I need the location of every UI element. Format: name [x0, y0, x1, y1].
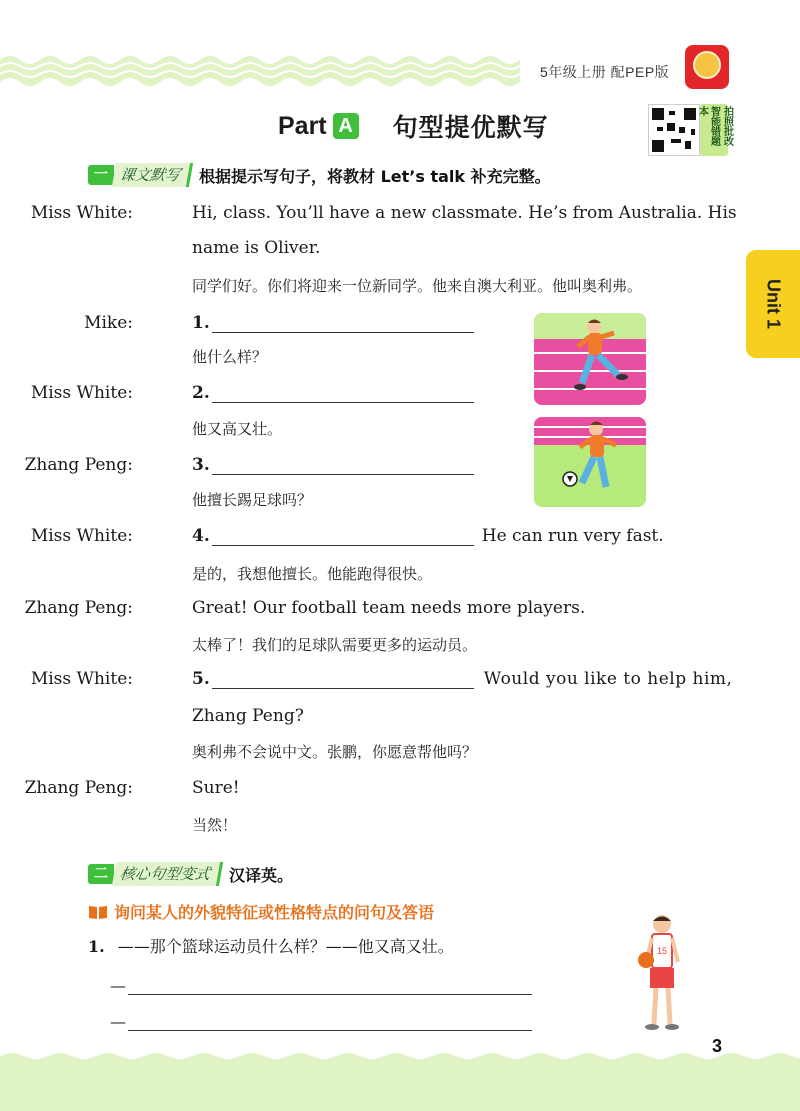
speaker-name: Zhang Peng: [24, 598, 133, 618]
open-book-icon [88, 904, 108, 920]
section2-heading [88, 862, 293, 886]
answer-number: 5. [192, 669, 210, 689]
speaker-name: Mike: [84, 313, 133, 333]
dialog-en-after: Would you like to help him, [483, 669, 733, 689]
answer-blank-1[interactable] [212, 314, 474, 333]
speaker-name: Miss White: [30, 203, 133, 223]
logo-emblem-icon [693, 51, 721, 79]
dialog-en-after: He can run very fast. [481, 526, 664, 546]
section2-name: 核心句型变式 [112, 862, 223, 886]
speaker-name: Miss White: [30, 669, 133, 689]
part-title-cn: 句型提优默写 [392, 113, 549, 142]
running-boy-illustration [534, 313, 646, 405]
dialog-cn: 是的，我想他擅长。他能跑得很快。 [192, 565, 433, 583]
answer-number: 1. [192, 313, 210, 333]
qr-code[interactable] [648, 104, 700, 156]
unit-label: Unit 1 [763, 278, 784, 330]
part-label: Part [278, 111, 327, 140]
bottom-wave-band [0, 1050, 800, 1111]
top-wave-band [0, 52, 800, 92]
dialog-en: Sure! [192, 778, 240, 798]
question-text: ——那个篮球运动员什么样？——他又高又壮。 [117, 937, 454, 956]
section1-badge: 一 [88, 165, 114, 185]
publisher-logo [685, 45, 729, 89]
answer-blank-5[interactable] [212, 670, 474, 689]
speaker-name: Zhang Peng: [24, 455, 133, 475]
answer-number: 3. [192, 455, 210, 475]
section2-instruction: 汉译英。 [229, 865, 294, 885]
question-1 [88, 934, 454, 957]
dialog-en-cont: name is Oliver. [192, 238, 321, 258]
answer-underline [128, 976, 532, 995]
answer-dash: — [110, 1012, 126, 1031]
football-boy-illustration [534, 417, 646, 507]
subsection-title: 询问某人的外貌特征或性格特点的问句及答语 [114, 903, 435, 922]
svg-text:15: 15 [657, 946, 668, 956]
edition-label: 5年级上册 配PEP版 [540, 64, 670, 80]
answer-number: 2. [192, 383, 210, 403]
part-letter-badge: A [333, 113, 359, 139]
page-title [278, 108, 549, 144]
answer-blank-3[interactable] [212, 456, 474, 475]
page-number: 3 [712, 1036, 723, 1056]
dialog-cn: 他擅长踢足球吗？ [192, 491, 313, 509]
answer-line-1[interactable] [110, 976, 532, 995]
dialog-cn: 太棒了！我们的足球队需要更多的运动员。 [192, 636, 478, 654]
section1-instruction: 根据提示写句子，将教材 Let’s talk 补充完整。 [199, 166, 551, 186]
answer-blank-4[interactable] [212, 527, 474, 546]
speaker-name: Miss White: [30, 526, 133, 546]
section1-heading [88, 163, 551, 187]
subsection-heading [88, 900, 434, 923]
dialog-cn: 同学们好。你们将迎来一位新同学。他来自澳大利亚。他叫奥利弗。 [192, 277, 643, 295]
qr-caption-col1: 智能错题本 [696, 106, 720, 146]
dialog-cn: 当然！ [192, 816, 238, 834]
dialog-cn: 奥利弗不会说中文。张鹏，你愿意帮他吗？ [192, 743, 478, 761]
answer-number: 4. [192, 526, 210, 546]
dialog-en: Hi, class. You’ll have a new classmate. He’s from Australia. His [192, 203, 737, 223]
answer-line-2[interactable] [110, 1012, 532, 1031]
qr-caption [696, 104, 733, 156]
dialog-en: Great! Our football team needs more players. [192, 598, 586, 618]
question-number: 1. [88, 937, 105, 956]
unit-side-tab[interactable] [746, 250, 800, 358]
answer-underline [128, 1012, 532, 1031]
dialog-cn: 他什么样？ [192, 348, 268, 366]
dialog-en-cont: Zhang Peng? [192, 706, 304, 726]
section2-badge: 二 [88, 864, 114, 884]
basketball-player-illustration [630, 912, 690, 1034]
dialog-cn: 他又高又壮。 [192, 420, 283, 438]
speaker-name: Zhang Peng: [24, 778, 133, 798]
qr-caption-col2: 拍照批改 [721, 106, 733, 146]
answer-blank-2[interactable] [212, 384, 474, 403]
speaker-name: Miss White: [30, 383, 133, 403]
answer-dash: — [110, 976, 126, 995]
section1-name: 课文默写 [112, 163, 193, 187]
